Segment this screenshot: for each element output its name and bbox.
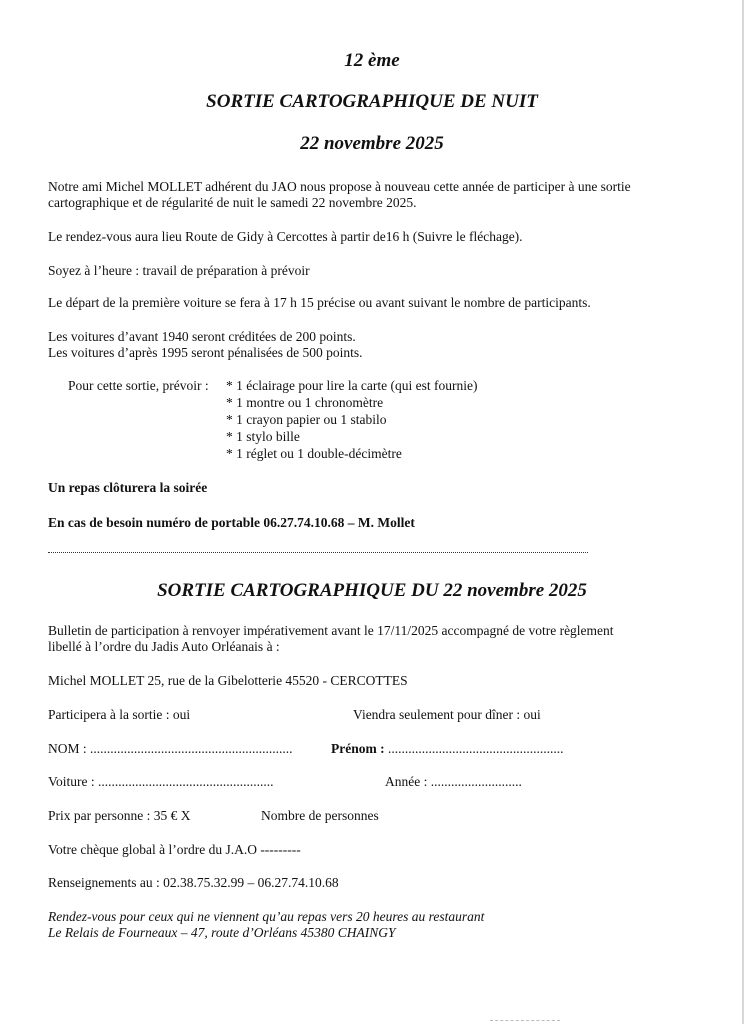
cheque-field: Votre chèque global à l’ordre du J.A.O --------- — [48, 842, 301, 857]
mailing-address: Michel MOLLET 25, rue de la Gibelotterie 45520 - CERCOTTES — [48, 673, 408, 688]
equipment-label: Pour cette sortie, prévoir : — [68, 378, 209, 393]
bonus-text: Les voitures d’avant 1940 seront créditées de 200 points. — [48, 329, 356, 344]
departure-text: Le départ de la première voiture se fera à 17 h 15 précise ou avant suivant le nombre de participants. — [48, 295, 591, 310]
equipment-item: * 1 crayon papier ou 1 stabilo — [226, 412, 387, 427]
penalty-text: Les voitures d’après 1995 seront pénalisées de 500 points. — [48, 345, 363, 360]
equipment-item: * 1 réglet ou 1 double-décimètre — [226, 446, 402, 461]
firstname-dots: .................................................... — [384, 741, 564, 756]
event-date: 22 novembre 2025 — [300, 133, 444, 154]
page-title: SORTIE CARTOGRAPHIQUE DE NUIT — [206, 91, 538, 112]
closing-line-1: Rendez-vous pour ceux qui ne viennent qu’au repas vers 20 heures au restaurant — [48, 909, 485, 924]
form-title: SORTIE CARTOGRAPHIQUE DU 22 novembre 2025 — [157, 580, 587, 601]
car-field[interactable]: Voiture : .................................................... — [48, 774, 274, 789]
intro-line-1: Notre ami Michel MOLLET adhérent du JAO nous propose à nouveau cette année de participer à une sortie — [48, 179, 631, 194]
scan-artifact — [490, 1020, 560, 1022]
intro-line-2: cartographique et de régularité de nuit le samedi 22 novembre 2025. — [48, 195, 417, 210]
equipment-item: * 1 éclairage pour lire la carte (qui est fournie) — [226, 378, 478, 393]
participate-field[interactable]: Participera à la sortie : oui — [48, 707, 191, 722]
closing-line-2: Le Relais de Fourneaux – 47, route d’Orléans 45380 CHAINGY — [48, 925, 396, 940]
firstname-label: Prénom : — [331, 741, 385, 756]
bulletin-line-2: libellé à l’ordre du Jadis Auto Orléanais à : — [48, 639, 280, 654]
phone-note: En cas de besoin numéro de portable 06.27.74.10.68 – M. Mollet — [48, 515, 415, 530]
rendezvous-text: Le rendez-vous aura lieu Route de Gidy à Cercottes à partir de16 h (Suivre le fléchage). — [48, 229, 523, 244]
year-field[interactable]: Année : ........................... — [385, 774, 522, 789]
persons-field[interactable]: Nombre de personnes — [261, 808, 379, 823]
name-field[interactable]: NOM : ............................................................ — [48, 741, 293, 756]
equipment-item: * 1 montre ou 1 chronomètre — [226, 395, 384, 410]
cut-line — [48, 546, 588, 553]
meal-note: Un repas clôturera la soirée — [48, 480, 208, 495]
info-phones: Renseignements au : 02.38.75.32.99 – 06.27.74.10.68 — [48, 875, 339, 890]
dinner-field[interactable]: Viendra seulement pour dîner : oui — [353, 707, 541, 722]
edition-heading: 12 ème — [344, 50, 400, 71]
punctuality-text: Soyez à l’heure : travail de préparation à prévoir — [48, 263, 310, 278]
firstname-field[interactable] — [331, 740, 563, 757]
bulletin-line-1: Bulletin de participation à renvoyer impérativement avant le 17/11/2025 accompagné de votre règlement — [48, 623, 614, 638]
price-per-person: Prix par personne : 35 € X — [48, 808, 191, 823]
equipment-item: * 1 stylo bille — [226, 429, 300, 444]
